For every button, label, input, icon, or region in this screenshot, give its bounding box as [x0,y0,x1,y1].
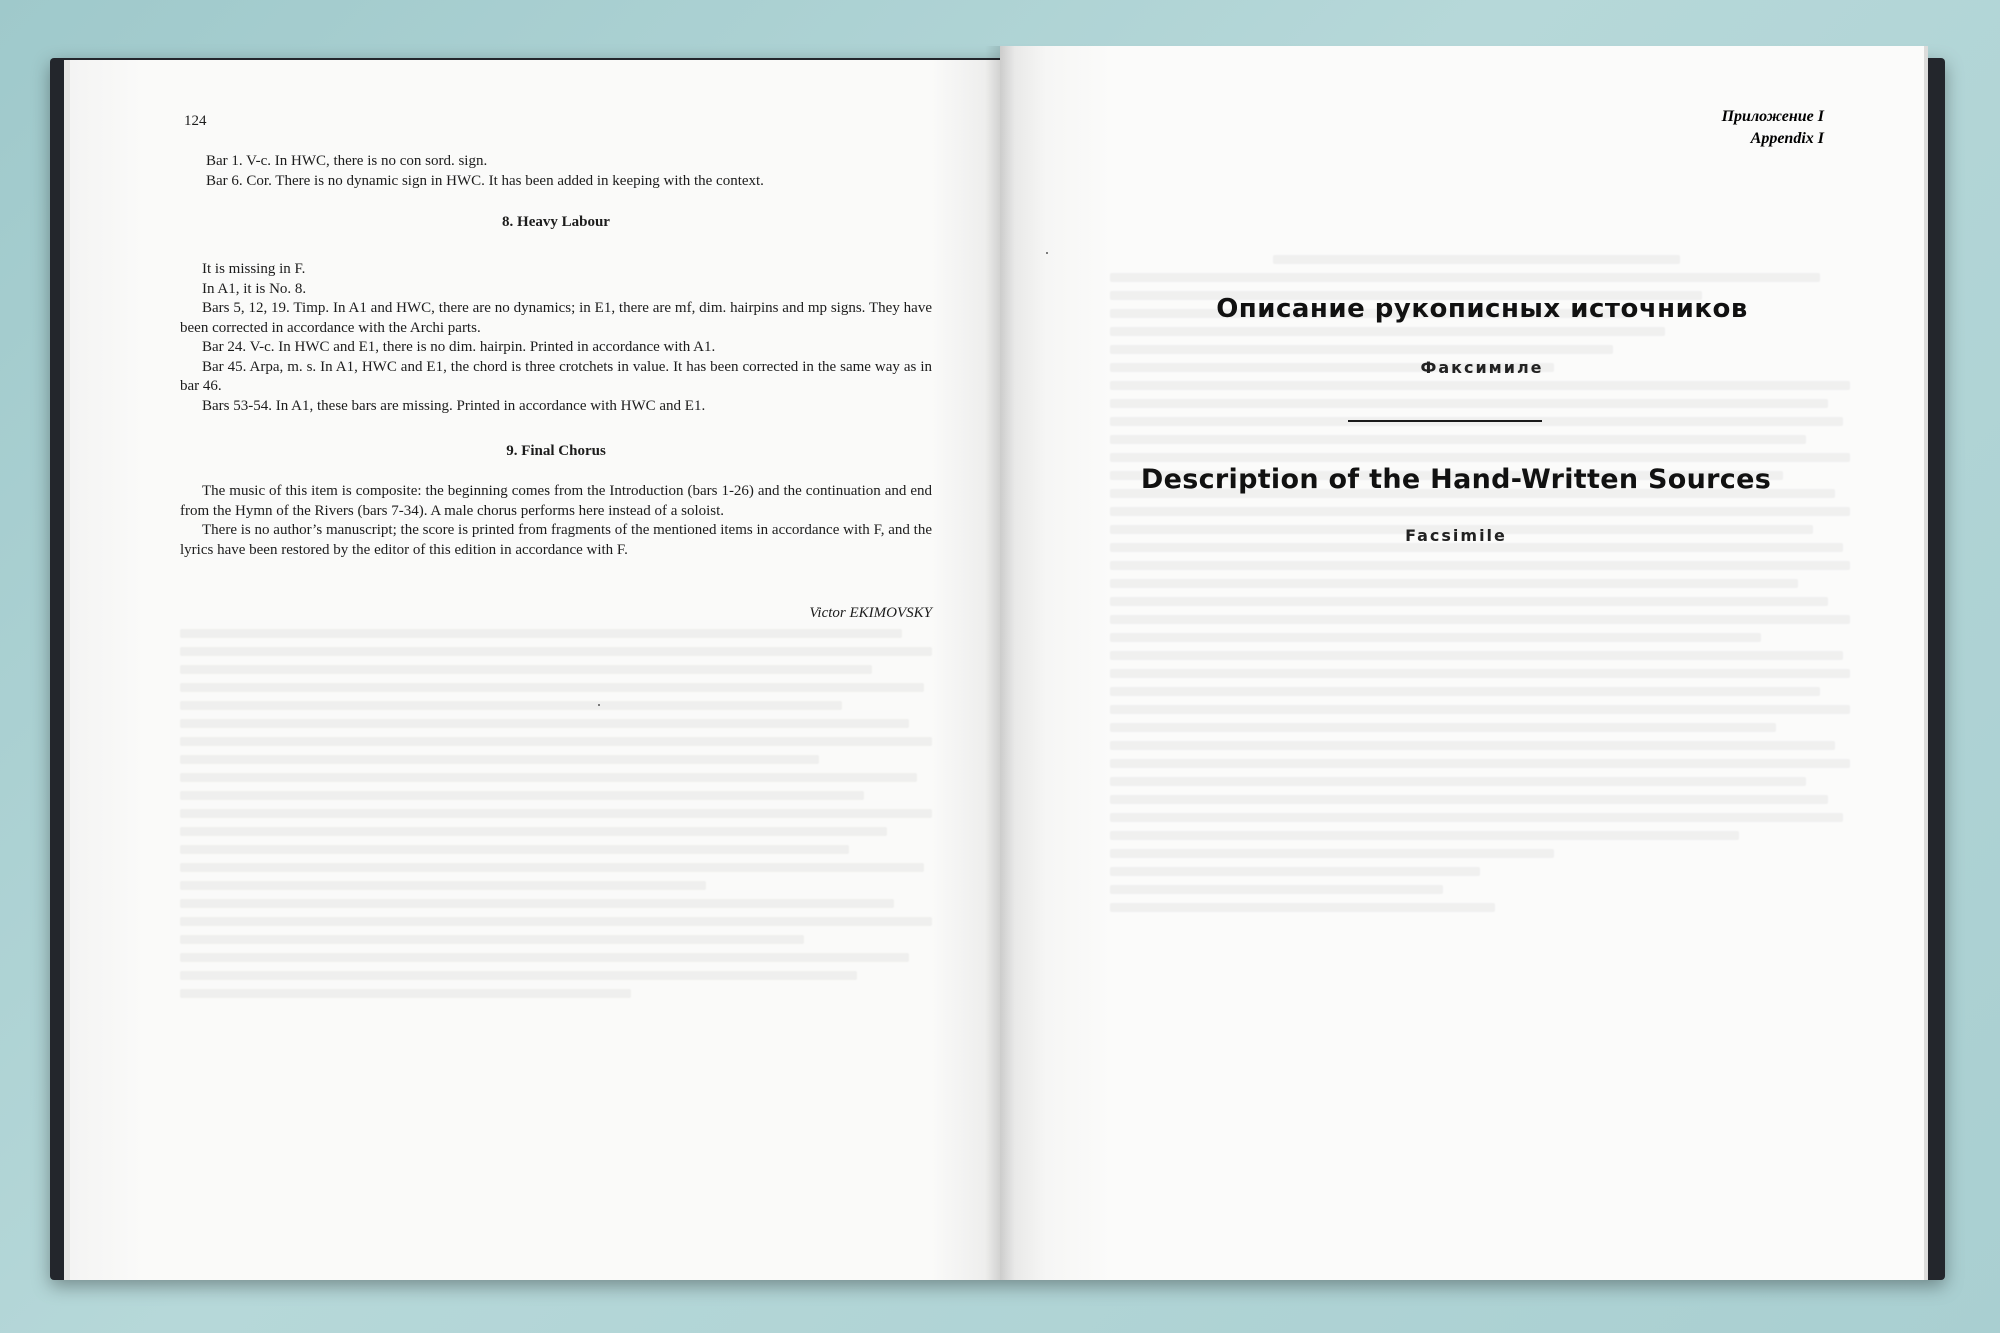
intro-notes [180,152,932,191]
note-line: Bars 53-54. In A1, these bars are missing. Printed in accordance with HWC and E1. [202,397,706,414]
note-line: Bar 1. V-c. In HWC, there is no con sord. sign. [206,153,488,169]
note-line: Bar 6. Cor. There is no dynamic sign in HWC. It has been added in keeping with the context. [206,172,764,189]
appendix-label [1722,106,1824,150]
note-line: Bars 5, 12, 19. Timp. In A1 and HWC, there are no dynamics; in E1, there are mf, dim. hairpins and mp signs. They have been corrected in accordance with the Archi parts. [180,300,932,336]
appendix-label-en: Appendix I [1750,130,1824,147]
section8-notes [180,260,932,416]
note-line: Bar 24. V-c. In HWC and E1, there is no dim. hairpin. Printed in accordance with A1. [202,339,716,355]
section9-notes [180,482,932,560]
section-heading-final-chorus: 9. Final Chorus [506,443,606,459]
title-divider [1348,420,1542,422]
note-line: Bar 45. Arpa, m. s. In A1, HWC and E1, the chord is three crotchets in value. It has been corrected in the same way as in bar 46. [180,358,932,394]
subtitle-english: Facsimile [1405,526,1507,545]
show-through-text-right [1110,246,1850,921]
subtitle-russian: Факсимиле [1420,358,1544,377]
section-heading-heavy-labour: 8. Heavy Labour [502,214,610,230]
appendix-label-ru: Приложение I [1721,108,1824,125]
paragraph: There is no author’s manuscript; the score is printed from fragments of the mentioned items in accordance with F, and the lyrics have been restored by the editor of this edition in accordance with F. [180,522,932,558]
print-speck [1046,252,1048,254]
show-through-text-left [180,620,932,1007]
title-english: Description of the Hand-Written Sources [1140,464,1772,495]
note-line: It is missing in F. [202,261,306,277]
print-speck [598,704,600,706]
author-signature: Victor EKIMOVSKY [809,605,932,621]
right-page [1000,46,1928,1280]
note-line: In A1, it is No. 8. [202,280,307,297]
paragraph: The music of this item is composite: the beginning comes from the Introduction (bars 1-26) and the continuation and end from the Hymn of the Rivers (bars 7-34). A male chorus performs here instead of a soloist. [180,483,932,519]
title-russian: Описание рукописных источников [1216,294,1748,324]
page-number: 124 [184,113,207,129]
left-page [64,60,1006,1280]
